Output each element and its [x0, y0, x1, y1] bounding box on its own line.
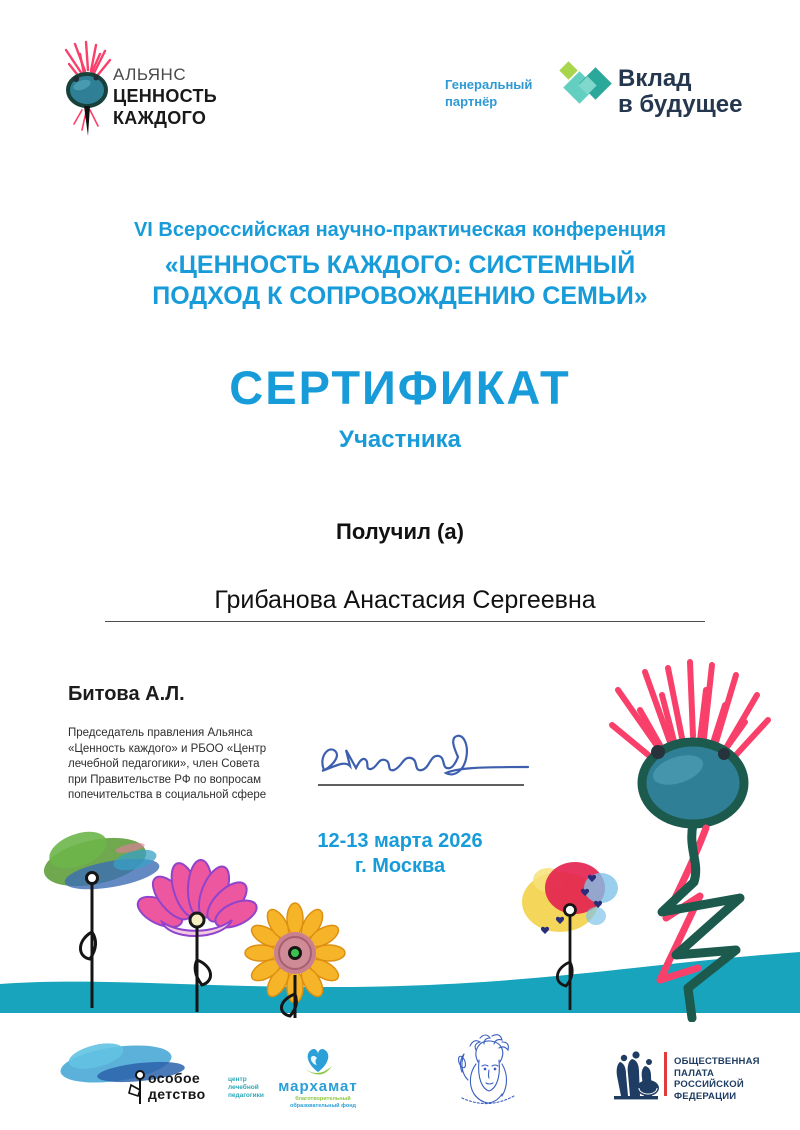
- marhamat-sub-1: благотворительный: [295, 1096, 351, 1102]
- teal-wave: [0, 952, 800, 1013]
- received-label: Получил (а): [336, 519, 464, 544]
- certificate-heading: СЕРТИФИКАТ: [229, 361, 571, 414]
- conference-title: VI Всероссийская научно-практическая конференция: [133, 219, 667, 241]
- op-rf-line2: ПАЛАТА: [674, 1067, 715, 1079]
- osoboe-word-2: детство: [148, 1086, 206, 1102]
- partner-brand-text: [618, 66, 743, 118]
- partner-label-line2: партнёр: [445, 94, 498, 109]
- marhamat-sub-2: образовательный фонд: [289, 1103, 357, 1109]
- watercolor-flower-icon: [40, 825, 162, 1008]
- op-rf-text: [674, 1056, 760, 1102]
- recipient-name-line: [105, 621, 705, 622]
- face-lineart-logo: [450, 1032, 526, 1114]
- event-dates: 12-13 марта 2026: [317, 830, 483, 852]
- logo-op-rf: [608, 1048, 778, 1104]
- op-rf-line1: ОБЩЕСТВЕННАЯ: [674, 1056, 760, 1067]
- alliance-word-3: КАЖДОГО: [113, 108, 207, 128]
- logo-marhamat: [262, 1046, 374, 1114]
- partner-label: [445, 76, 532, 110]
- alliance-thistle-icon: [60, 38, 112, 140]
- conference-subtitle-line1: «ЦЕННОСТЬ КАЖДОГО: СИСТЕМНЫЙ: [164, 251, 636, 279]
- partner-label-line1: Генеральный: [445, 77, 533, 92]
- brand-line2: в будущее: [618, 91, 743, 118]
- certificate-type: Участника: [339, 426, 461, 453]
- op-rf-line3: РОССИЙСКОЙ: [674, 1079, 744, 1090]
- op-rf-emblem-icon: [612, 1050, 662, 1102]
- recipient-name: Грибанова Анастасия Сергеевна: [214, 586, 596, 614]
- alliance-logo-text: [113, 66, 217, 127]
- osoboe-sub-1: центр: [228, 1076, 247, 1083]
- op-rf-divider: [664, 1052, 667, 1096]
- conference-subtitle-line2: ПОДХОД К СОПРОВОЖДЕНИЮ СЕМЬИ»: [152, 282, 648, 310]
- marhamat-name: мархамат: [278, 1078, 358, 1095]
- osoboe-word-1: особое: [148, 1070, 201, 1086]
- pink-flower-center: [190, 913, 204, 927]
- event-city: г. Москва: [354, 855, 446, 877]
- signer-role: Председатель правления Альянса «Ценность каждого» и РБОО «Центр лечебной педагогики», член Совета при Правительстве РФ по вопросам попечительства в социальной сфере: [68, 727, 267, 802]
- signer-name: Битова А.Л.: [68, 683, 185, 705]
- marhamat-heart-icon: [303, 1046, 333, 1076]
- alliance-word-1: АЛЬЯНС: [113, 65, 187, 84]
- vklad-diamonds-icon: [556, 58, 614, 114]
- alliance-word-2: ЦЕННОСТЬ: [113, 86, 218, 106]
- bottom-decoration: [0, 650, 800, 1022]
- osoboe-sub-3: педагогики: [228, 1092, 264, 1099]
- osoboe-sub-2: лечебной: [228, 1084, 259, 1091]
- brand-line1: Вклад: [618, 65, 692, 92]
- op-rf-line4: ФЕДЕРАЦИИ: [674, 1090, 737, 1102]
